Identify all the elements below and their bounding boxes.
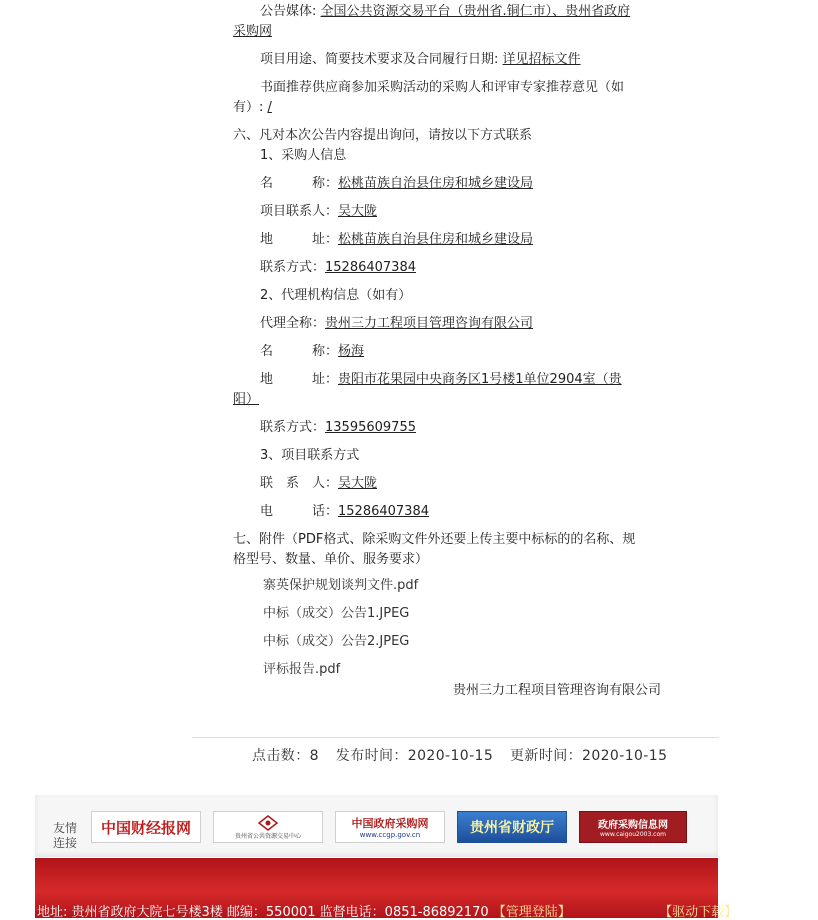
- friend-links-label: 友情连接: [53, 821, 78, 850]
- logo-ggzy[interactable]: 贵州省公共资源交易中心: [213, 811, 323, 843]
- article-stats: 点击数：8 发布时间：2020-10-15 更新时间：2020-10-15: [252, 748, 668, 764]
- agency-addr[interactable]: 贵阳市花果园中央商务区1号楼1单位2904室（贵: [338, 372, 622, 387]
- buyer-phone[interactable]: 15286407384: [325, 260, 416, 275]
- logo-cfen[interactable]: 中国财经报网: [91, 811, 201, 843]
- attachment-item[interactable]: 评标报告.pdf: [263, 662, 341, 677]
- logo-gzcz[interactable]: 贵州省财政厅: [457, 811, 567, 843]
- logo-caigou2003[interactable]: 政府采购信息网 www.caigou2003.com: [579, 811, 687, 843]
- buyer-contact-row: 项目联系人：吴大陇: [260, 204, 378, 219]
- media-line: 公告媒体: 全国公共资源交易平台（贵州省.铜仁市）、贵州省政府: [260, 4, 631, 19]
- signature-company: 贵州三力工程项目管理咨询有限公司: [453, 683, 662, 698]
- buyer-addr-row: 地 址：松桃苗族自治县住房和城乡建设局: [260, 232, 534, 247]
- agency-phone[interactable]: 13595609755: [325, 420, 416, 435]
- buyer-addr[interactable]: 松桃苗族自治县住房和城乡建设局: [338, 232, 534, 247]
- published-date: 2020-10-15: [407, 748, 494, 764]
- project-phone[interactable]: 15286407384: [338, 504, 429, 519]
- attachment-item[interactable]: 中标（成交）公告1.JPEG: [263, 606, 410, 621]
- agency-addr-row: 地 址：贵阳市花果园中央商务区1号楼1单位2904室（贵: [260, 372, 622, 387]
- recommend-line: 书面推荐供应商参加采购活动的采购人和评审专家推荐意见（如: [260, 80, 625, 95]
- site-footer: [35, 858, 738, 920]
- click-count: 8: [309, 748, 319, 764]
- buyer-phone-row: 联系方式：15286407384: [260, 260, 416, 275]
- updated-date: 2020-10-15: [582, 748, 668, 764]
- divider: [192, 737, 719, 738]
- buyer-heading: 1、采购人信息: [260, 148, 347, 163]
- buyer-contact[interactable]: 吴大陇: [338, 204, 378, 219]
- agency-name[interactable]: 杨海: [338, 344, 365, 359]
- project-contact-row: 联 系 人：吴大陇: [260, 476, 378, 491]
- section-7-title: 七、附件（PDF格式、除采购文件外还要上传主要中标标的的名称、规: [233, 532, 636, 547]
- purpose-link[interactable]: 详见招标文件: [502, 52, 581, 67]
- ggzy-emblem-icon: [258, 815, 278, 831]
- project-phone-row: 电 话：15286407384: [260, 504, 429, 519]
- agency-fullname[interactable]: 贵州三力工程项目管理咨询有限公司: [325, 316, 534, 331]
- logo-ccgp[interactable]: 中国政府采购网 www.ccgp.gov.cn: [335, 811, 445, 843]
- project-heading: 3、项目联系方式: [260, 448, 360, 463]
- agency-heading: 2、代理机构信息（如有）: [260, 288, 412, 303]
- agency-phone-row: 联系方式：13595609755: [260, 420, 416, 435]
- agency-fullname-row: 代理全称：贵州三力工程项目管理咨询有限公司: [260, 316, 534, 331]
- agency-addr-cont-link[interactable]: 阳）: [233, 392, 260, 407]
- footer-address: 地址: 贵州省政府大院七号楼3楼 邮编：550001 监督电话：0851-86892170: [37, 905, 489, 920]
- driver-download-link[interactable]: 【驱动下载】: [659, 905, 738, 920]
- project-contact[interactable]: 吴大陇: [338, 476, 378, 491]
- admin-login-link[interactable]: 【管理登陆】: [492, 905, 571, 920]
- attachment-item[interactable]: 寨英保护规划谈判文件.pdf: [263, 578, 419, 593]
- media-line-cont: [233, 22, 673, 42]
- recommend-line-cont: 有）: /: [233, 100, 272, 115]
- agency-addr-cont: [233, 390, 673, 410]
- attachment-item[interactable]: 中标（成交）公告2.JPEG: [263, 634, 410, 649]
- footer-info: [37, 901, 737, 920]
- buyer-name[interactable]: 松桃苗族自治县住房和城乡建设局: [338, 176, 534, 191]
- notice-body: [233, 0, 673, 680]
- buyer-name-row: 名 称：松桃苗族自治县住房和城乡建设局: [260, 176, 534, 191]
- recommend-value[interactable]: /: [267, 100, 272, 115]
- media-link-cont[interactable]: 采购网: [233, 24, 273, 39]
- friend-links: [35, 795, 718, 857]
- section-7-title-cont: 格型号、数量、单价、服务要求）: [233, 552, 429, 567]
- section-6-title: 六、凡对本次公告内容提出询问，请按以下方式联系: [233, 128, 533, 143]
- agency-name-row: 名 称：杨海: [260, 344, 365, 359]
- media-link[interactable]: 全国公共资源交易平台（贵州省.铜仁市）、贵州省政府: [320, 4, 631, 19]
- purpose-line: 项目用途、简要技术要求及合同履行日期: 详见招标文件: [260, 52, 581, 67]
